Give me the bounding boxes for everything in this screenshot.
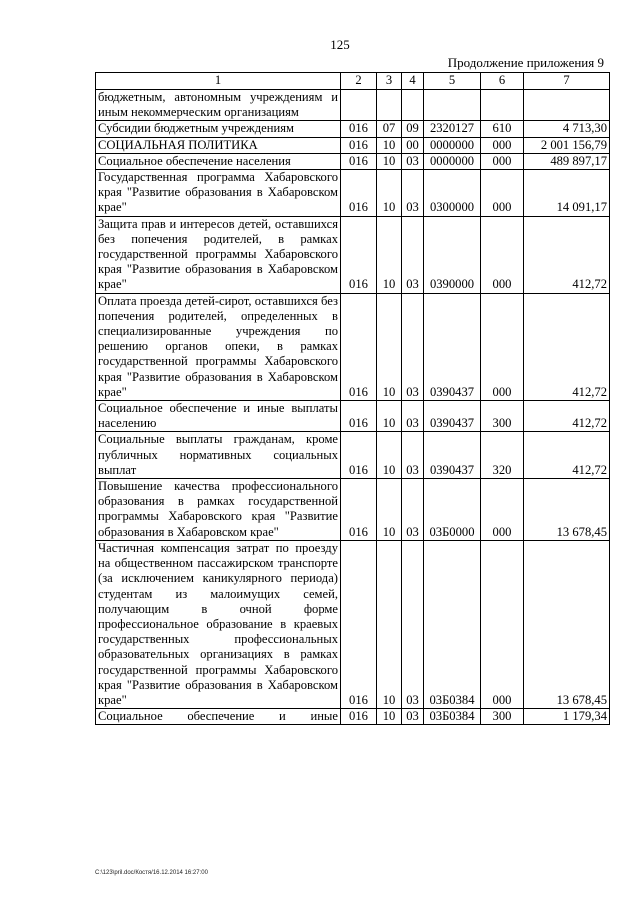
target-article-code: 0390437	[424, 293, 481, 400]
ministry-code: 016	[341, 121, 377, 137]
target-article-code: 2320127	[424, 121, 481, 137]
target-article-code: 03Б0000	[424, 479, 481, 541]
amount: 4 713,30	[524, 121, 610, 137]
section-code: 10	[377, 170, 402, 217]
column-header: 1	[96, 73, 341, 90]
subsection-code: 03	[402, 709, 424, 725]
row-description: бюджетным, автономным учреждениям и иным некоммерческим организациям	[96, 90, 341, 121]
section-code: 10	[377, 216, 402, 293]
row-description: Защита прав и интересов детей, оставшихся без попечения родителей, в рамках государственной программы Хабаровского края "Развитие образования в Хабаровском крае"	[96, 216, 341, 293]
row-description: Социальное обеспечение и иные выплаты населению	[96, 401, 341, 432]
target-article-code: 0390000	[424, 216, 481, 293]
section-code: 07	[377, 121, 402, 137]
amount	[524, 90, 610, 121]
header-row	[96, 73, 610, 90]
table-row	[96, 153, 610, 169]
subsection-code: 03	[402, 432, 424, 479]
expense-type-code: 000	[481, 216, 524, 293]
subsection-code: 03	[402, 153, 424, 169]
amount: 412,72	[524, 401, 610, 432]
amount: 412,72	[524, 216, 610, 293]
column-header: 5	[424, 73, 481, 90]
row-description: Государственная программа Хабаровского края "Развитие образования в Хабаровском крае"	[96, 170, 341, 217]
ministry-code: 016	[341, 170, 377, 217]
column-header: 6	[481, 73, 524, 90]
amount: 13 678,45	[524, 479, 610, 541]
subsection-code: 03	[402, 401, 424, 432]
ministry-code: 016	[341, 216, 377, 293]
row-description: Социальное обеспечение населения	[96, 153, 341, 169]
table-row	[96, 216, 610, 293]
ministry-code: 016	[341, 432, 377, 479]
amount: 489 897,17	[524, 153, 610, 169]
target-article-code: 0390437	[424, 432, 481, 479]
section-code: 10	[377, 293, 402, 400]
subsection-code: 03	[402, 293, 424, 400]
subsection-code: 03	[402, 170, 424, 217]
table-row	[96, 293, 610, 400]
amount: 13 678,45	[524, 540, 610, 708]
ministry-code: 016	[341, 153, 377, 169]
amount: 14 091,17	[524, 170, 610, 217]
row-description: Субсидии бюджетным учреждениям	[96, 121, 341, 137]
row-description: Повышение качества профессионального образования в рамках государственной программы Хабаровского края "Развитие образования в Хабаровском крае"	[96, 479, 341, 541]
subsection-code: 03	[402, 540, 424, 708]
target-article-code: 0390437	[424, 401, 481, 432]
expense-type-code: 300	[481, 709, 524, 725]
ministry-code: 016	[341, 540, 377, 708]
page-number: 125	[330, 37, 350, 52]
section-code: 10	[377, 432, 402, 479]
target-article-code: 03Б0384	[424, 709, 481, 725]
budget-table	[95, 72, 610, 725]
expense-type-code	[481, 90, 524, 121]
section-code: 10	[377, 479, 402, 541]
row-description: Частичная компенсация затрат по проезду на общественном пассажирском транспорте (за исключением каникулярного периода) студентам из малоимущих семей, получающим в очной форме профессиональное образование в краевых государственных профессиональных образовательных организациях в рамках государственной программы Хабаровского края "Развитие образования в Хабаровском крае"	[96, 540, 341, 708]
section-code: 10	[377, 153, 402, 169]
ministry-code: 016	[341, 709, 377, 725]
row-description: СОЦИАЛЬНАЯ ПОЛИТИКА	[96, 137, 341, 153]
target-article-code: 0000000	[424, 137, 481, 153]
ministry-code: 016	[341, 479, 377, 541]
table-row	[96, 170, 610, 217]
table-row	[96, 479, 610, 541]
section-code: 10	[377, 709, 402, 725]
table-row	[96, 137, 610, 153]
target-article-code: 0300000	[424, 170, 481, 217]
ministry-code: 016	[341, 401, 377, 432]
expense-type-code: 320	[481, 432, 524, 479]
continuation-label: Продолжение приложения 9	[447, 55, 604, 70]
expense-type-code: 000	[481, 540, 524, 708]
table-row	[96, 709, 610, 725]
amount: 412,72	[524, 293, 610, 400]
section-code: 10	[377, 137, 402, 153]
target-article-code: 0000000	[424, 153, 481, 169]
row-description: Социальные выплаты гражданам, кроме публичных нормативных социальных выплат	[96, 432, 341, 479]
target-article-code: 03Б0384	[424, 540, 481, 708]
expense-type-code: 300	[481, 401, 524, 432]
expense-type-code: 000	[481, 137, 524, 153]
table-row	[96, 432, 610, 479]
column-header: 4	[402, 73, 424, 90]
table-row	[96, 90, 610, 121]
subsection-code	[402, 90, 424, 121]
section-code: 10	[377, 540, 402, 708]
amount: 412,72	[524, 432, 610, 479]
expense-type-code: 000	[481, 293, 524, 400]
target-article-code	[424, 90, 481, 121]
section-code: 10	[377, 401, 402, 432]
column-header: 3	[377, 73, 402, 90]
subsection-code: 03	[402, 479, 424, 541]
expense-type-code: 000	[481, 170, 524, 217]
table-row	[96, 540, 610, 708]
section-code	[377, 90, 402, 121]
amount: 2 001 156,79	[524, 137, 610, 153]
expense-type-code: 000	[481, 479, 524, 541]
ministry-code	[341, 90, 377, 121]
subsection-code: 03	[402, 216, 424, 293]
expense-type-code: 000	[481, 153, 524, 169]
ministry-code: 016	[341, 293, 377, 400]
amount: 1 179,34	[524, 709, 610, 725]
expense-type-code: 610	[481, 121, 524, 137]
subsection-code: 00	[402, 137, 424, 153]
subsection-code: 09	[402, 121, 424, 137]
ministry-code: 016	[341, 137, 377, 153]
table-row	[96, 121, 610, 137]
table-row	[96, 401, 610, 432]
column-header: 7	[524, 73, 610, 90]
column-header: 2	[341, 73, 377, 90]
row-description: Оплата проезда детей-сирот, оставшихся без попечения родителей, определенных в специализированные учреждения по решению органов опеки, в рамках государственной программы Хабаровского края "Развитие образования в Хабаровском крае"	[96, 293, 341, 400]
row-description: Социальное обеспечение и иные	[96, 709, 341, 725]
file-path-footer: C:\123\pril.doc/Костя/16.12.2014 16:27:00	[95, 870, 208, 876]
